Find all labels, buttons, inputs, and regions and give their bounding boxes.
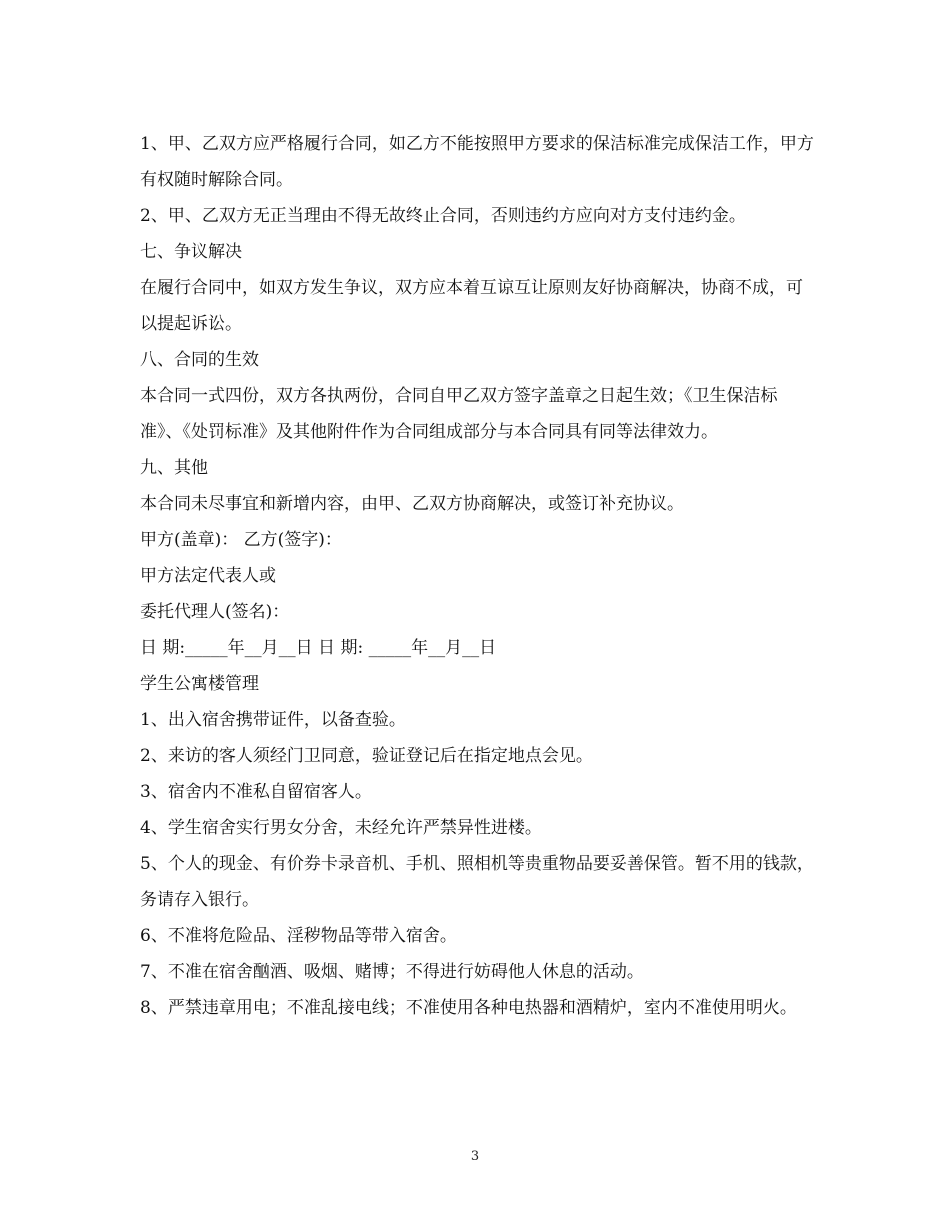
dorm-rule-7: 7、不准在宿舍酗酒、吸烟、赌博；不得进行妨碍他人休息的活动。: [140, 962, 644, 982]
dorm-rule-4: 4、学生宿舍实行男女分舍，未经允许严禁异性进楼。: [140, 818, 542, 838]
signature-agent: 委托代理人(签名)：: [140, 602, 290, 622]
dorm-rule-3: 3、宿舍内不准私自留宿客人。: [140, 782, 372, 802]
dorm-rule-8: 8、严禁违章用电；不准乱接电线；不准使用各种电热器和酒精炉，室内不准使用明火。: [140, 998, 797, 1018]
dorm-rule-6: 6、不准将危险品、淫秽物品等带入宿舍。: [140, 926, 457, 946]
section-heading-dispute: 七、争议解决: [140, 242, 242, 262]
section-heading-effect: 八、合同的生效: [140, 350, 259, 370]
signature-dates: 日 期:_____年__月__日 日 期: _____年__月__日: [140, 638, 497, 658]
dispute-paragraph: 在履行合同中，如双方发生争议，双方应本着互谅互让原则友好协商解决，协商不成，可以提起诉讼。: [140, 278, 803, 334]
section-heading-other: 九、其他: [140, 458, 208, 478]
document-body: [140, 126, 815, 1026]
dorm-rule-1: 1、出入宿舍携带证件，以备查验。: [140, 710, 406, 730]
effect-paragraph: 本合同一式四份，双方各执两份，合同自甲乙双方签字盖章之日起生效；《卫生保洁标准》、《处罚标准》及其他附件作为合同组成部分与本合同具有同等法律效力。: [140, 386, 778, 442]
signature-representative: 甲方法定代表人或: [140, 566, 276, 586]
page-number: 3: [470, 1149, 480, 1164]
dorm-rule-2: 2、来访的客人须经门卫同意，验证登记后在指定地点会见。: [140, 746, 593, 766]
signature-parties: 甲方(盖章)： 乙方(签字)：: [140, 530, 342, 550]
dorm-rule-5: 5、个人的现金、有价券卡录音机、手机、照相机等贵重物品要妥善保管。暂不用的钱款，务请存入银行。: [140, 854, 814, 910]
clause-2: 2、甲、乙双方无正当理由不得无故终止合同，否则违约方应向对方支付违约金。: [140, 206, 746, 226]
other-paragraph: 本合同未尽事宜和新增内容，由甲、乙双方协商解决，或签订补充协议。: [140, 494, 684, 514]
dormitory-heading: 学生公寓楼管理: [140, 674, 259, 694]
clause-1: 1、甲、乙双方应严格履行合同，如乙方不能按照甲方要求的保洁标准完成保洁工作，甲方有权随时解除合同。: [140, 134, 814, 190]
